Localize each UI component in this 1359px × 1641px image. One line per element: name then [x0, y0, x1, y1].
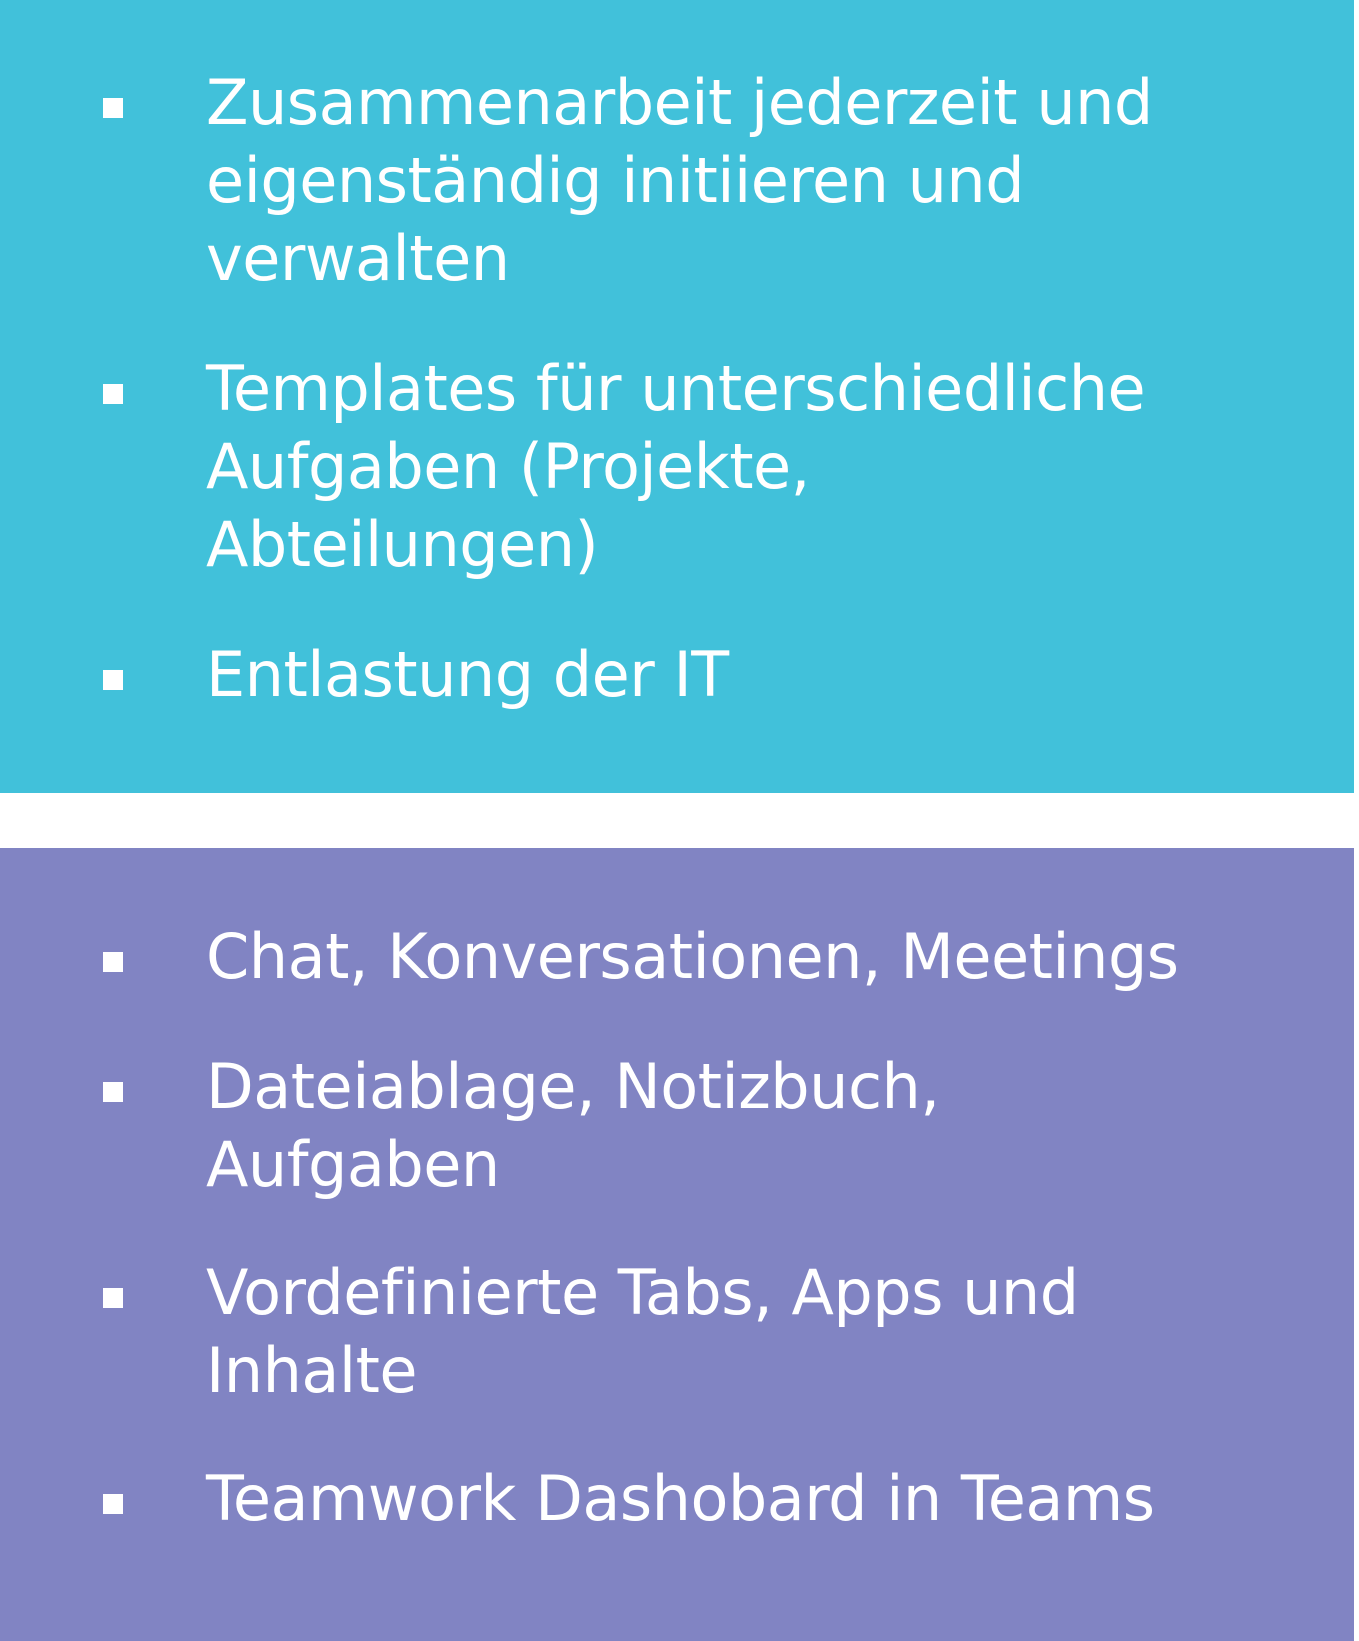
- list-item-text: Entlastung der IT: [206, 638, 729, 711]
- bottom-feature-panel: [0, 848, 1354, 1641]
- list-item-text: Templates für unterschiedliche Aufgaben (Projekte, Abteilungen): [206, 352, 1146, 581]
- list-item-text: Chat, Konversationen, Meetings: [206, 920, 1179, 993]
- square-bullet-icon: [103, 1494, 123, 1514]
- top-feature-panel: [0, 0, 1354, 793]
- list-item-text: Dateiablage, Notizbuch, Aufgaben: [206, 1050, 940, 1201]
- list-item-text: Vordefinierte Tabs, Apps und Inhalte: [206, 1256, 1079, 1407]
- square-bullet-icon: [103, 384, 123, 404]
- square-bullet-icon: [103, 670, 123, 690]
- list-item-text: Teamwork Dashobard in Teams: [206, 1462, 1155, 1535]
- square-bullet-icon: [103, 1082, 123, 1102]
- square-bullet-icon: [103, 98, 123, 118]
- square-bullet-icon: [103, 952, 123, 972]
- square-bullet-icon: [103, 1288, 123, 1308]
- list-item-text: Zusammenarbeit jederzeit und eigenständig initiieren und verwalten: [206, 66, 1153, 295]
